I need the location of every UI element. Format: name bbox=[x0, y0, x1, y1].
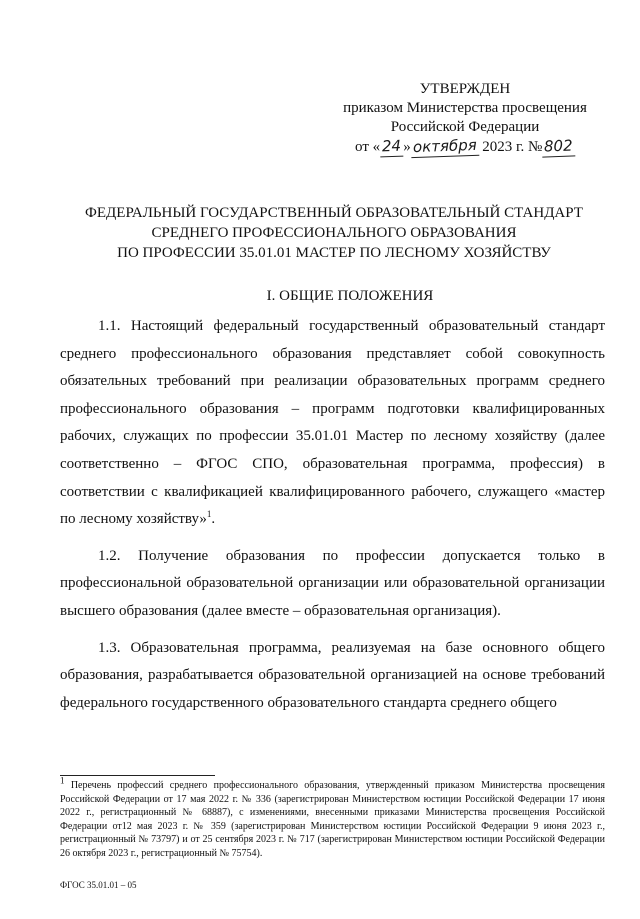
footnote-divider bbox=[60, 775, 215, 776]
paragraph-1-3: 1.3. Образовательная программа, реализуемая на базе основного общего образования, разрабатывается образовательной организацией на основе требований федерального государственного образовательного стандарта среднего общего bbox=[60, 639, 605, 711]
document-title bbox=[60, 203, 608, 263]
paragraph-1-1 bbox=[60, 313, 605, 534]
section-title: I. ОБЩИЕ ПОЛОЖЕНИЯ bbox=[266, 288, 434, 304]
title-line-1: ФЕДЕРАЛЬНЫЙ ГОСУДАРСТВЕННЫЙ ОБРАЗОВАТЕЛЬНЫЙ СТАНДАРТ bbox=[85, 205, 583, 221]
handwritten-number: 802 bbox=[542, 136, 575, 157]
approval-title: УТВЕРЖДЕН bbox=[419, 81, 511, 97]
footer-code: ФГОС 35.01.01 – 05 bbox=[60, 880, 137, 890]
paragraph-1-1-end: . bbox=[211, 511, 216, 528]
footnote-text: Перечень профессий среднего профессионального образования, утвержденный приказом Министерства просвещения Российской Федерации от 17 мая 2022 г. № 336 (зарегистрирован Министерством юстиции Российской Федерации 17 июня 2022 г., регистрационный № 68887), с изменениями, внесенными приказами Министерства просвещения Российской Федерации от12 мая 2023 г. № 359 (зарегистрирован Министерством юстиции Российской Федерации 9 июня 2023 г., регистрационный № 73797) и от 25 сентября 2023 г. № 717 (зарегистрирован Министерством юстиции Российской Федерации 26 октября 2023 г., регистрационный № 75754). bbox=[60, 780, 606, 859]
approval-block bbox=[330, 80, 600, 157]
approval-line-1: приказом Министерства просвещения bbox=[343, 100, 587, 116]
paragraph-1-2: 1.2. Получение образования по профессии допускается только в профессиональной образовательной организации или образовательной организации высшего образования (далее вместе – образовательная организация). bbox=[60, 547, 605, 619]
footnote bbox=[60, 775, 606, 861]
title-line-2: СРЕДНЕГО ПРОФЕССИОНАЛЬНОГО ОБРАЗОВАНИЯ bbox=[151, 225, 517, 241]
approval-date-line bbox=[330, 137, 600, 157]
approval-line-2: Российской Федерации bbox=[390, 119, 540, 135]
footnote-marker: 1 bbox=[60, 775, 65, 786]
handwritten-day: 24 bbox=[380, 137, 404, 158]
paragraph-1-1-text: 1.1. Настоящий федеральный государственный образовательный стандарт среднего профессионального образования представляет собой совокупность обязательных требований при реализации образовательных программ среднего профессионального образования – программ подготовки квалифицированных рабочих, служащих по профессии 35.01.01 Мастер по лесному хозяйству (далее соответственно – ФГОС СПО, образовательная программа, профессия) в соответствии с квалификацией квалифицированного рабочего, служащего «мастер по лесному хозяйству» bbox=[60, 318, 605, 528]
title-line-3: ПО ПРОФЕССИИ 35.01.01 МАСТЕР ПО ЛЕСНОМУ ХОЗЯЙСТВУ bbox=[117, 245, 551, 261]
body-text bbox=[60, 313, 605, 726]
footnote-reference: 1 bbox=[206, 509, 212, 520]
date-year: 2023 г. № bbox=[482, 139, 543, 155]
date-prefix: от « bbox=[355, 139, 381, 155]
handwritten-month: октября bbox=[410, 136, 478, 158]
date-mid: » bbox=[403, 139, 411, 155]
